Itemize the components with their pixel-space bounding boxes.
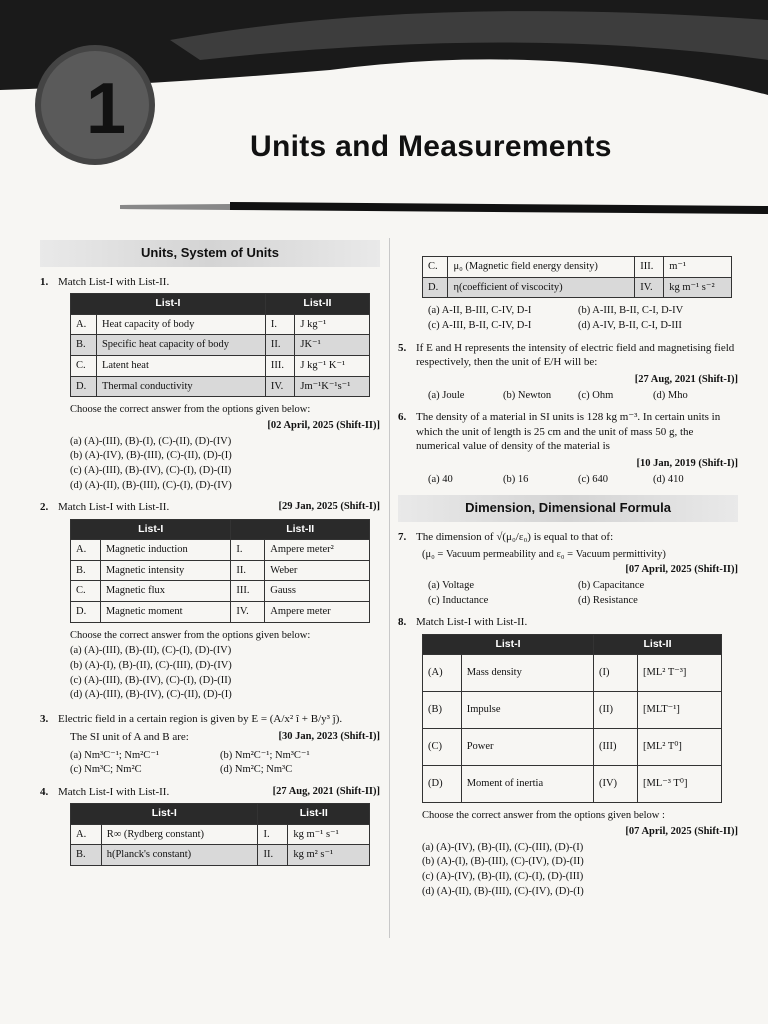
option-b[interactable]: (b) (A)-(IV), (B)-(III), (C)-(II), (D)-(I) (70, 450, 232, 462)
table-cell: Ampere meter² (265, 540, 370, 561)
table-cell: m⁻¹ (664, 257, 732, 278)
table-cell: D. (71, 602, 101, 623)
option-row (428, 319, 738, 333)
table-cell: (IV) (593, 766, 637, 803)
table-cell: Impulse (461, 692, 593, 729)
option-d[interactable]: (d) Mho (653, 389, 688, 401)
table-cell: Magnetic flux (100, 581, 231, 602)
option-c[interactable]: (c) Nm³C; Nm²C (70, 764, 142, 776)
table-cell: Heat capacity of body (96, 314, 265, 335)
table-row (71, 581, 370, 602)
option-c[interactable]: (c) (A)-(III), (B)-(IV), (C)-(I), (D)-(II) (70, 464, 232, 476)
table-header: List-I (71, 519, 231, 540)
option-c[interactable]: (c) A-III, B-II, C-IV, D-I (428, 319, 532, 331)
option-d[interactable]: (d) (A)-(II), (B)-(III), (C)-(I), (D)-(IV) (70, 479, 232, 491)
question-subline (70, 730, 380, 744)
chapter-number: 1 (86, 69, 127, 149)
question-text: Match List-I with List-II. (58, 785, 170, 798)
question-text: Match List-I with List-II. (416, 616, 528, 629)
question-8 (398, 615, 738, 629)
table-cell: R∞ (Rydberg constant) (101, 824, 258, 845)
table-row (423, 766, 722, 803)
table-cell: I. (231, 540, 265, 561)
table-cell: [ML⁻³ T⁰] (637, 766, 721, 803)
table-cell: JK⁻¹ (295, 335, 370, 356)
option-row (70, 749, 380, 763)
table-cell: D. (71, 376, 97, 397)
table-header: List-I (71, 804, 258, 825)
question-number: 4. (40, 785, 49, 798)
table-cell: Magnetic moment (100, 602, 231, 623)
option-d[interactable]: (d) Resistance (578, 594, 638, 606)
list-table-q2 (70, 519, 370, 623)
option-d[interactable]: (d) (A)-(II), (B)-(III), (C)-(IV), (D)-(I) (422, 885, 584, 897)
choose-instruction: Choose the correct answer from the options given below : (422, 810, 665, 822)
question-number: 1. (40, 275, 49, 288)
table-header: List-II (265, 294, 369, 315)
table-cell: III. (265, 356, 295, 377)
table-cell: (B) (423, 692, 462, 729)
choose-instruction: Choose the correct answer from the options given below: (70, 404, 311, 416)
list-table-q4 (70, 803, 370, 866)
question-3 (40, 712, 380, 726)
section-title-dimension: Dimension, Dimensional Formula (398, 495, 738, 522)
option-b[interactable]: (b) (A)-(I), (B)-(II), (C)-(III), (D)-(IV) (70, 660, 232, 672)
question-source: [30 Jan, 2023 (Shift-I)] (278, 731, 380, 743)
table-cell: B. (71, 845, 102, 866)
question-number: 5. (398, 341, 407, 354)
option-a[interactable]: (a) (A)-(IV), (B)-(II), (C)-(III), (D)-(I) (422, 841, 584, 853)
question-5 (398, 341, 738, 370)
question-7 (398, 530, 738, 544)
question-source: [27 Aug, 2021 (Shift-I)] (634, 374, 738, 386)
table-cell: kg m⁻¹ s⁻² (664, 277, 732, 298)
left-column (40, 240, 380, 872)
question-source: [29 Jan, 2025 (Shift-I)] (278, 501, 380, 513)
table-cell: Gauss (265, 581, 370, 602)
question-number: 8. (398, 616, 407, 629)
table-cell: Magnetic intensity (100, 560, 231, 581)
question-text: The dimension of √(μ₀/ε₀) is equal to that of: (416, 530, 614, 543)
choose-instruction: Choose the correct answer from the options given below: (70, 629, 311, 641)
question-subtext: The SI unit of A and B are: (70, 731, 189, 744)
question-6 (398, 410, 738, 453)
table-cell: Ampere meter (265, 602, 370, 623)
table-cell: Specific heat capacity of body (96, 335, 265, 356)
table-cell: J kg⁻¹ (295, 314, 370, 335)
option-b[interactable]: (b) Capacitance (578, 580, 645, 592)
section-title-units: Units, System of Units (40, 240, 380, 267)
table-row (71, 335, 370, 356)
table-header: List-II (258, 804, 370, 825)
question-source: [27 Aug, 2021 (Shift-II)] (272, 785, 380, 797)
option-d[interactable]: (d) 410 (653, 473, 684, 485)
question-text: The density of a material in SI units is 128 kg m⁻³. In certain units in which the unit of length is 25 cm and the unit of mass 50 g, the numerical value of density of the material is (416, 411, 721, 453)
table-cell: C. (71, 581, 101, 602)
question-text: If E and H represents the intensity of electric field and magnetising field respectively, then the unit of E/H will be: (416, 341, 735, 368)
option-c[interactable]: (c) Inductance (428, 594, 489, 606)
table-cell: Moment of inertia (461, 766, 593, 803)
table-cell: (C) (423, 729, 462, 766)
table-cell: III. (231, 581, 265, 602)
table-row (423, 692, 722, 729)
table-cell: (A) (423, 655, 462, 692)
table-row (423, 655, 722, 692)
question-source: [07 April, 2025 (Shift-II)] (625, 825, 738, 837)
option-b[interactable]: (b) (A)-(I), (B)-(III), (C)-(IV), (D)-(II) (422, 856, 584, 868)
option-b[interactable]: (b) 16 (503, 473, 529, 485)
question-number: 7. (398, 530, 407, 543)
option-b[interactable]: (b) Nm²C⁻¹; Nm³C⁻¹ (220, 749, 310, 761)
table-cell: III. (635, 257, 664, 278)
table-cell: I. (265, 314, 295, 335)
table-cell: A. (71, 540, 101, 561)
table-header: List-II (231, 519, 370, 540)
table-cell: Thermal conductivity (96, 376, 265, 397)
table-row (71, 602, 370, 623)
table-cell: Mass density (461, 655, 593, 692)
table-cell: (III) (593, 729, 637, 766)
table-cell: IV. (231, 602, 265, 623)
table-cell: II. (231, 560, 265, 581)
option-a[interactable]: (a) Joule (428, 389, 465, 401)
option-c[interactable]: (c) (A)-(III), (B)-(IV), (C)-(I), (D)-(II) (70, 674, 232, 686)
table-cell: [MLT⁻¹] (637, 692, 721, 729)
option-row (428, 389, 738, 403)
table-cell: Latent heat (96, 356, 265, 377)
option-b[interactable]: (b) Newton (503, 389, 552, 401)
chapter-title: Units and Measurements (250, 130, 612, 163)
table-row (71, 845, 370, 866)
table-cell: A. (71, 824, 102, 845)
list-table-q1 (70, 293, 370, 397)
option-a[interactable]: (a) 40 (428, 473, 453, 485)
table-header: List-I (71, 294, 266, 315)
option-d[interactable]: (d) (A)-(III), (B)-(IV), (C)-(II), (D)-(I) (70, 689, 232, 701)
table-cell: μ₀ (Magnetic field energy density) (448, 257, 635, 278)
table-cell: II. (265, 335, 295, 356)
question-text: Electric field in a certain region is given by E = (A/x² î + B/y³ ĵ). (58, 712, 343, 725)
list-table-q4-continued (422, 256, 732, 298)
table-row (71, 356, 370, 377)
table-cell: (II) (593, 692, 637, 729)
option-d[interactable]: (d) Nm²C; Nm³C (220, 764, 293, 776)
question-number: 3. (40, 712, 49, 725)
table-row (423, 277, 732, 298)
table-cell: [ML² T⁻³] (637, 655, 721, 692)
table-cell: [ML² T⁰] (637, 729, 721, 766)
table-row (71, 540, 370, 561)
option-c[interactable]: (c) 640 (578, 473, 609, 485)
option-a[interactable]: (a) Voltage (428, 580, 474, 592)
question-source: [02 April, 2025 (Shift-II)] (267, 420, 380, 432)
table-row (71, 824, 370, 845)
question-4 (40, 785, 380, 799)
option-c[interactable]: (c) (A)-(IV), (B)-(II), (C)-(I), (D)-(III) (422, 870, 584, 882)
table-cell: (I) (593, 655, 637, 692)
table-cell: C. (71, 356, 97, 377)
table-cell: Jm⁻¹K⁻¹s⁻¹ (295, 376, 370, 397)
table-cell: IV. (265, 376, 295, 397)
table-cell: D. (423, 277, 448, 298)
table-cell: I. (258, 824, 288, 845)
table-row (71, 376, 370, 397)
table-header: List-I (423, 634, 594, 655)
column-divider (389, 238, 390, 938)
table-cell: kg m⁻¹ s⁻¹ (288, 824, 370, 845)
table-cell: h(Planck's constant) (101, 845, 258, 866)
right-column (398, 252, 738, 899)
option-row (70, 763, 380, 777)
table-cell: Weber (265, 560, 370, 581)
option-row (428, 594, 738, 608)
question-number: 6. (398, 411, 407, 424)
table-row (423, 257, 732, 278)
table-cell: A. (71, 314, 97, 335)
table-cell: Power (461, 729, 593, 766)
table-row (423, 729, 722, 766)
table-row (71, 314, 370, 335)
question-source: [10 Jan, 2019 (Shift-I)] (636, 458, 738, 470)
option-row (428, 473, 738, 487)
option-a[interactable]: (a) (A)-(III), (B)-(I), (C)-(II), (D)-(IV) (70, 435, 232, 447)
table-cell: kg m² s⁻¹ (288, 845, 370, 866)
question-2 (40, 500, 380, 514)
table-row (71, 560, 370, 581)
option-a[interactable]: (a) A-II, B-III, C-IV, D-I (428, 305, 532, 317)
table-cell: Magnetic induction (100, 540, 231, 561)
question-text: Match List-I with List-II. (58, 501, 170, 514)
table-cell: J kg⁻¹ K⁻¹ (295, 356, 370, 377)
option-row (428, 304, 738, 318)
table-cell: IV. (635, 277, 664, 298)
option-row (428, 579, 738, 593)
table-header: List-II (593, 634, 721, 655)
question-number: 2. (40, 501, 49, 514)
option-a[interactable]: (a) (A)-(III), (B)-(II), (C)-(I), (D)-(IV) (70, 645, 232, 657)
question-1 (40, 275, 380, 289)
table-cell: II. (258, 845, 288, 866)
table-cell: B. (71, 335, 97, 356)
question-source: [07 April, 2025 (Shift-II)] (625, 564, 738, 576)
table-cell: (D) (423, 766, 462, 803)
option-d[interactable]: (d) A-IV, B-II, C-I, D-III (578, 319, 682, 331)
question-note: (μ₀ = Vacuum permeability and ε₀ = Vacuum permittivity) (422, 548, 666, 560)
table-cell: C. (423, 257, 448, 278)
question-text: Match List-I with List-II. (58, 275, 170, 288)
list-table-q8 (422, 634, 722, 804)
table-cell: B. (71, 560, 101, 581)
table-cell: η(coefficient of viscocity) (448, 277, 635, 298)
option-b[interactable]: (b) A-III, B-II, C-I, D-IV (578, 305, 684, 317)
option-c[interactable]: (c) Ohm (578, 389, 614, 401)
option-a[interactable]: (a) Nm³C⁻¹; Nm²C⁻¹ (70, 749, 160, 761)
